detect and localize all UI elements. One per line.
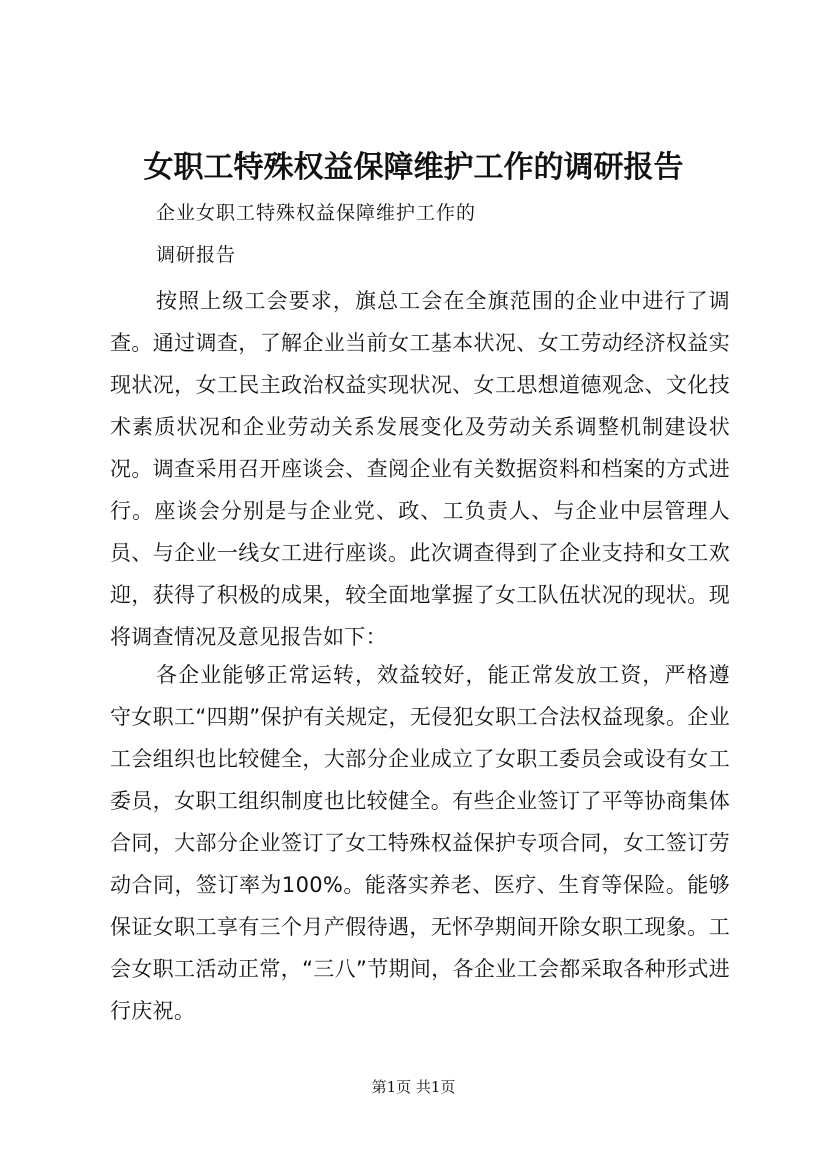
body-paragraph-2: 各企业能够正常运转，效益较好，能正常发放工资，严格遵守女职工“四期”保护有关规定，无侵犯女职工合法权益现象。企业工会组织也比较健全，大部分企业成立了女职工委员会或设有女工委员，女职工组织制度也比较健全。有些企业签订了平等协商集体合同，大部分企业签订了女工特殊权益保护专项合同，女工签订劳动合同，签订率为100%。能落实养老、医疗、生育等保险。能够保证女职工享有三个月产假待遇，无怀孕期间开除女职工现象。工会女职工活动正常，“三八”节期间，各企业工会都采取各种形式进行庆祝。 [110,663,730,1023]
body-paragraph-1: 按照上级工会要求，旗总工会在全旗范围的企业中进行了调查。通过调查，了解企业当前女工基本状况、女工劳动经济权益实现状况，女工民主政治权益实现状况、女工思想道德观念、文化技术素质状况和企业劳动关系发展变化及劳动关系调整机制建设状况。调查采用召开座谈会、查阅企业有关数据资料和档案的方式进行。座谈会分别是与企业党、政、工负责人、与企业中层管理人员、与企业一线女工进行座谈。此次调查得到了企业支持和女工欢迎，获得了积极的成果，较全面地掌握了女工队伍状况的现状。现将调查情况及意见报告如下： [110,289,730,649]
document-title: 女职工特殊权益保障维护工作的调研报告 [143,150,684,185]
subtitle-line-1: 企业女职工特殊权益保障维护工作的 [156,202,477,224]
subtitle-line-2: 调研报告 [156,244,237,266]
page-indicator: 第1页 共1页 [371,1078,456,1096]
